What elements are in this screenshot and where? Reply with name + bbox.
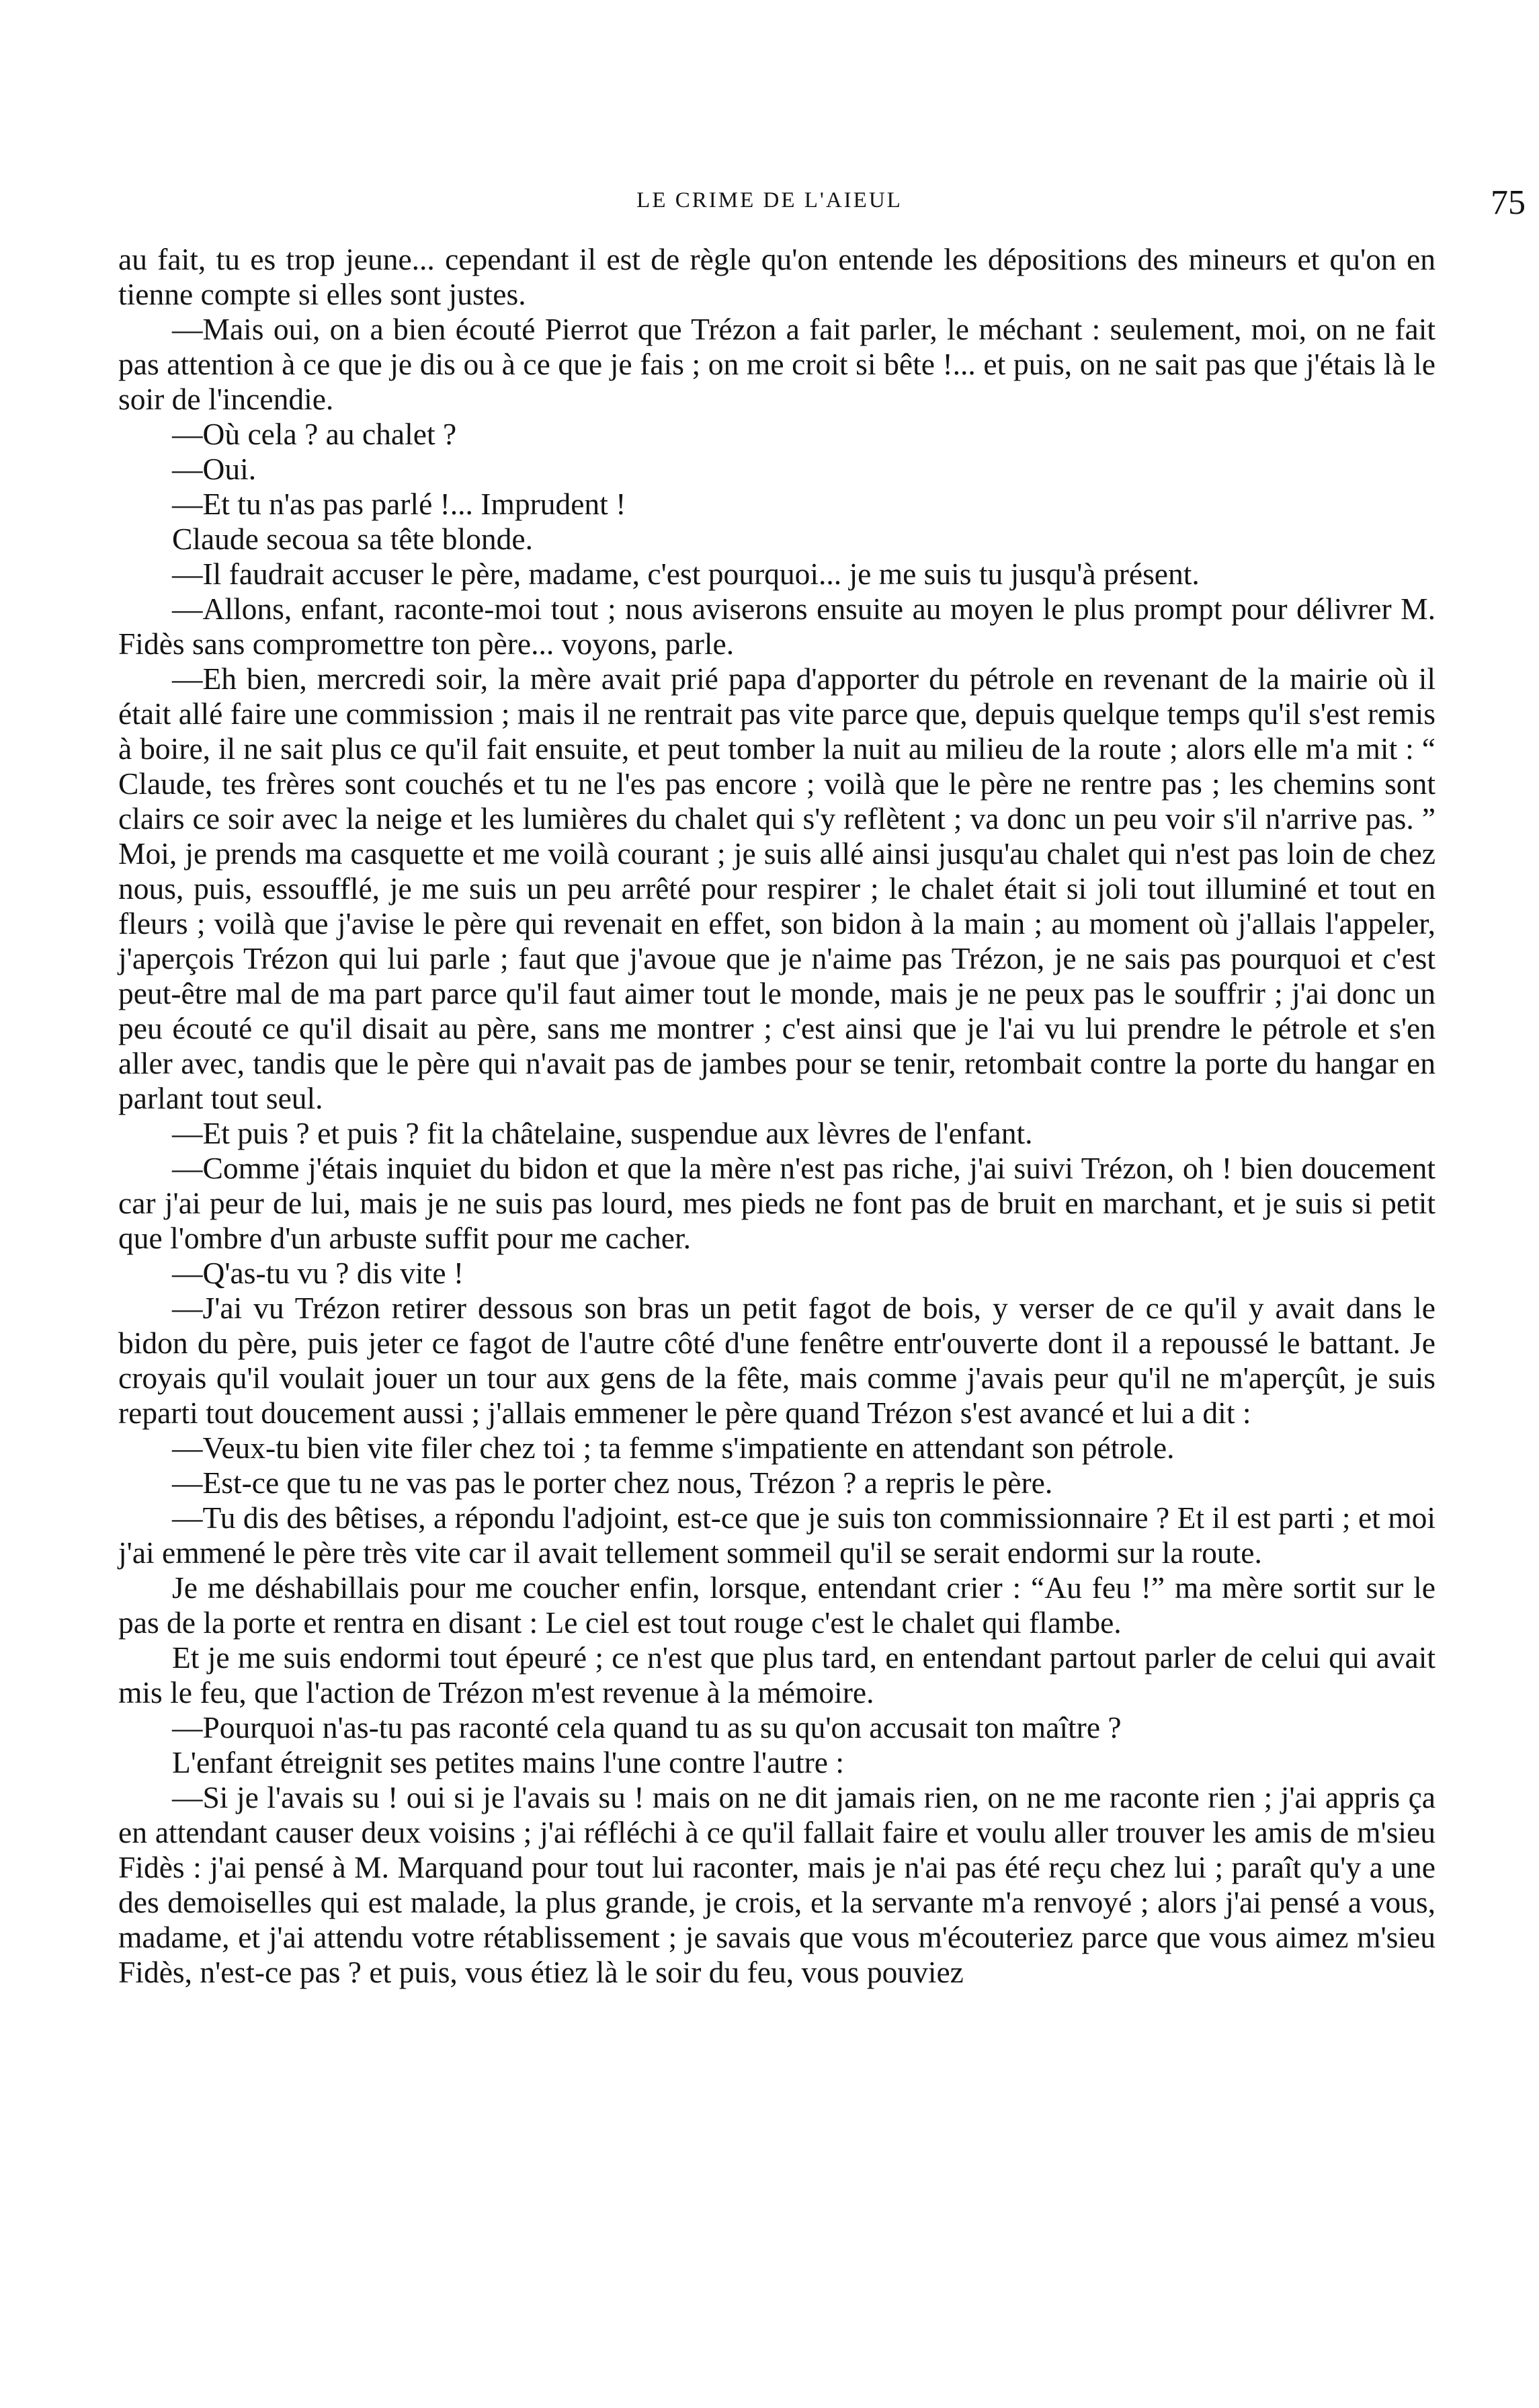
paragraph: —Eh bien, mercredi soir, la mère avait prié papa d'apporter du pétrole en revenant de la mairie où il était allé faire une commission ; mais il ne rentrait pas vite parce que, depuis quelque temps qu'il s'est remis à boire, il ne sait plus ce qu'il fait ensuite, et peut tomber la nuit au milieu de la route ; alors elle m'a mit : “ Claude, tes frères sont couchés et tu ne l'es pas encore ; voilà que le père ne rentre pas ; les chemins sont clairs ce soir avec la neige et les lumières du chalet qui s'y reflètent ; va donc un peu voir s'il n'arrive pas. ” Moi, je prends ma casquette et me voilà courant ; je suis allé ainsi jusqu'au chalet qui n'est pas loin de chez nous, puis, essoufflé, je me suis un peu arrêté pour respirer ; le chalet était si joli tout illuminé et tout en fleurs ; voilà que j'avise le père qui revenait en effet, son bidon à la main ; au moment où j'allais l'appeler, j'aperçois Trézon qui lui parle ; faut que j'avoue que je n'aime pas Trézon, je ne sais pas pourquoi et c'est peut-être mal de ma part parce qu'il faut aimer tout le monde, mais je ne peux pas le souffrir ; j'ai donc un peu écouté ce qu'il disait au père, sans me montrer ; c'est ainsi que je l'ai vu lui prendre le pétrole et s'en aller avec, tandis que le père qui n'avait pas de jambes pour se tenir, retombait contre la porte du hangar en parlant tout seul. [118,661,1436,1115]
paragraph: —Comme j'étais inquiet du bidon et que la mère n'est pas riche, j'ai suivi Trézon, oh ! bien doucement car j'ai peur de lui, mais je ne suis pas lourd, mes pieds ne font pas de bruit en marchant, et je suis si petit que l'ombre d'un arbuste suffit pour me cacher. [118,1151,1436,1255]
running-title: LE CRIME DE L'AIEUL [636,188,903,212]
paragraph: —Il faudrait accuser le père, madame, c'est pourquoi... je me suis tu jusqu'à présent. [172,557,1200,591]
paragraph: —Mais oui, on a bien écouté Pierrot que Trézon a fait parler, le méchant : seulement, moi, on ne fait pas attention à ce que je dis ou à ce que je fais ; on me croit si bête !... et puis, on ne sait pas que j'étais là le soir de l'incendie. [118,312,1436,416]
paragraph: —Et tu n'as pas parlé !... Imprudent ! [172,487,626,521]
paragraph: —Allons, enfant, raconte-moi tout ; nous aviserons ensuite au moyen le plus prompt pour délivrer M. Fidès sans compromettre ton père... voyons, parle. [118,592,1436,661]
paragraph: L'enfant étreignit ses petites mains l'une contre l'autre : [172,1745,844,1779]
paragraph: —Veux-tu bien vite filer chez toi ; ta femme s'impatiente en attendant son pétrole. [172,1431,1175,1465]
paragraph: —Si je l'avais su ! oui si je l'avais su ! mais on ne dit jamais rien, on ne me raconte rien ; j'ai appris ça en attendant causer deux voisins ; j'ai réfléchi à ce qu'il fallait faire et voulu aller trouver les amis de m'sieu Fidès : j'ai pensé à M. Marquand pour tout lui raconter, mais je n'ai pas été reçu chez lui ; paraît qu'y a une des demoiselles qui est malade, la plus grande, je crois, et la servante m'a renvoyé ; alors j'ai pensé a vous, madame, et j'ai attendu votre rétablissement ; je savais que vous m'écouteriez parce que vous aimez m'sieu Fidès, n'est-ce pas ? et puis, vous étiez là le soir du feu, vous pouviez [118,1780,1436,1989]
paragraph: —Est-ce que tu ne vas pas le porter chez nous, Trézon ? a repris le père. [172,1466,1053,1500]
paragraph: —Tu dis des bêtises, a répondu l'adjoint, est-ce que je suis ton commissionnaire ? Et il est parti ; et moi j'ai emmené le père très vite car il avait tellement sommeil qu'il se serait endormi sur la route. [118,1500,1436,1570]
page-number: 75 [1491,184,1526,222]
paragraph: —Et puis ? et puis ? fit la châtelaine, suspendue aux lèvres de l'enfant. [172,1116,1033,1150]
page-body-text [118,242,1436,1990]
page-header [0,183,1539,230]
paragraph: —J'ai vu Trézon retirer dessous son bras un petit fagot de bois, y verser de ce qu'il y avait dans le bidon du père, puis jeter ce fagot de l'autre côté d'une fenêtre entr'ouverte dont il a repoussé le battant. Je croyais qu'il voulait jouer un tour aux gens de la fête, mais comme j'avais peur qu'il ne m'aperçût, je suis reparti tout doucement aussi ; j'allais emmener le père quand Trézon s'est avancé et lui a dit : [118,1291,1436,1430]
paragraph: —Pourquoi n'as-tu pas raconté cela quand tu as su qu'on accusait ton maître ? [172,1710,1122,1744]
paragraph: Claude secoua sa tête blonde. [172,522,533,556]
paragraph: au fait, tu es trop jeune... cependant il est de règle qu'on entende les dépositions des mineurs et qu'on en tienne compte si elles sont justes. [118,242,1436,311]
paragraph: —Où cela ? au chalet ? [172,417,457,451]
paragraph: Et je me suis endormi tout épeuré ; ce n'est que plus tard, en entendant partout parler de celui qui avait mis le feu, que l'action de Trézon m'est revenue à la mémoire. [118,1640,1436,1710]
paragraph: —Oui. [172,452,257,486]
paragraph: —Q'as-tu vu ? dis vite ! [172,1256,464,1290]
paragraph: Je me déshabillais pour me coucher enfin, lorsque, entendant crier : “Au feu !” ma mère sortit sur le pas de la porte et rentra en disant : Le ciel est tout rouge c'est le chalet qui flambe. [118,1570,1436,1640]
